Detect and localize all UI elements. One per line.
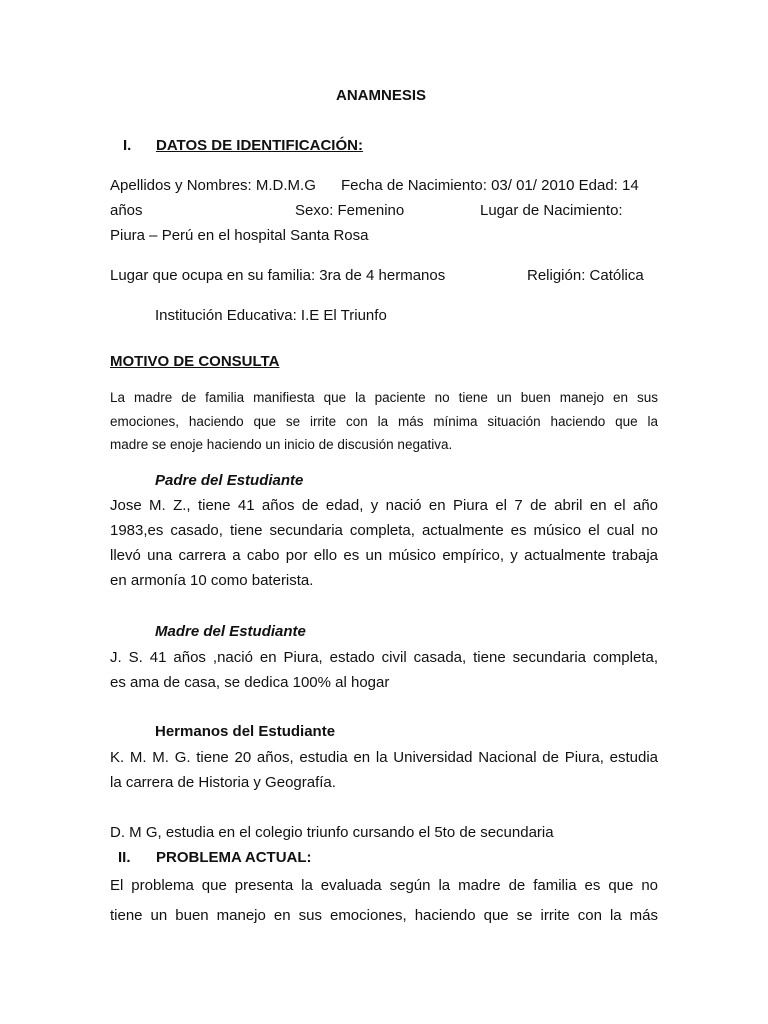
hermanos-line-2: la carrera de Historia y Geografía. bbox=[110, 774, 336, 791]
identification-birthplace-label: Lugar de Nacimiento: bbox=[480, 202, 623, 219]
identification-sex: Sexo: Femenino bbox=[295, 202, 405, 219]
section-2-heading: PROBLEMA ACTUAL: bbox=[156, 849, 312, 866]
problema-line-2: tiene un buen manejo en sus emociones, haciendo que se irrite con la más bbox=[110, 907, 658, 924]
section-1-number: I. bbox=[123, 137, 132, 154]
identification-birthplace: Piura – Perú en el hospital Santa Rosa bbox=[110, 227, 369, 244]
hermanos-line-1: K. M. M. G. tiene 20 años, estudia en la Universidad Nacional de Piura, estudia bbox=[110, 749, 658, 766]
padre-line-1: Jose M. Z., tiene 41 años de edad, y nació en Piura el 7 de abril en el año bbox=[110, 497, 658, 514]
identification-birthdate: Fecha de Nacimiento: 03/ 01/ 2010 Edad: 14 bbox=[341, 177, 639, 194]
madre-line-2: es ama de casa, se dedica 100% al hogar bbox=[110, 674, 390, 691]
padre-line-2: 1983,es casado, tiene secundaria completa, actualmente es músico el cual no bbox=[110, 522, 658, 539]
section-2-number: II. bbox=[118, 849, 131, 866]
motivo-heading: MOTIVO DE CONSULTA bbox=[110, 353, 280, 370]
section-1-heading: DATOS DE IDENTIFICACIÓN: bbox=[156, 137, 363, 154]
identification-family-position: Lugar que ocupa en su familia: 3ra de 4 hermanos bbox=[110, 267, 446, 284]
padre-heading: Padre del Estudiante bbox=[155, 472, 304, 489]
padre-line-3: llevó una carrera a cabo por ello es un músico empírico, y actualmente trabaja bbox=[110, 547, 658, 564]
identification-religion: Religión: Católica bbox=[527, 267, 644, 284]
identification-school: Institución Educativa: I.E El Triunfo bbox=[155, 307, 387, 324]
identification-age-unit: años bbox=[110, 202, 143, 219]
document-title: ANAMNESIS bbox=[336, 87, 427, 104]
identification-name: Apellidos y Nombres: M.D.M.G bbox=[110, 177, 316, 194]
motivo-line-2: emociones, haciendo que se irrite con la más mínima situación haciendo que la bbox=[110, 414, 658, 429]
padre-line-4: en armonía 10 como baterista. bbox=[110, 572, 314, 589]
madre-line-1: J. S. 41 años ,nació en Piura, estado civil casada, tiene secundaria completa, bbox=[110, 649, 658, 666]
madre-heading: Madre del Estudiante bbox=[155, 623, 306, 640]
hermanos-line-3: D. M G, estudia en el colegio triunfo cursando el 5to de secundaria bbox=[110, 824, 554, 841]
motivo-line-1: La madre de familia manifiesta que la paciente no tiene un buen manejo en sus bbox=[110, 390, 658, 405]
hermanos-heading: Hermanos del Estudiante bbox=[155, 723, 336, 740]
motivo-line-3: madre se enoje haciendo un inicio de discusión negativa. bbox=[110, 437, 453, 452]
problema-line-1: El problema que presenta la evaluada según la madre de familia es que no bbox=[110, 877, 658, 894]
